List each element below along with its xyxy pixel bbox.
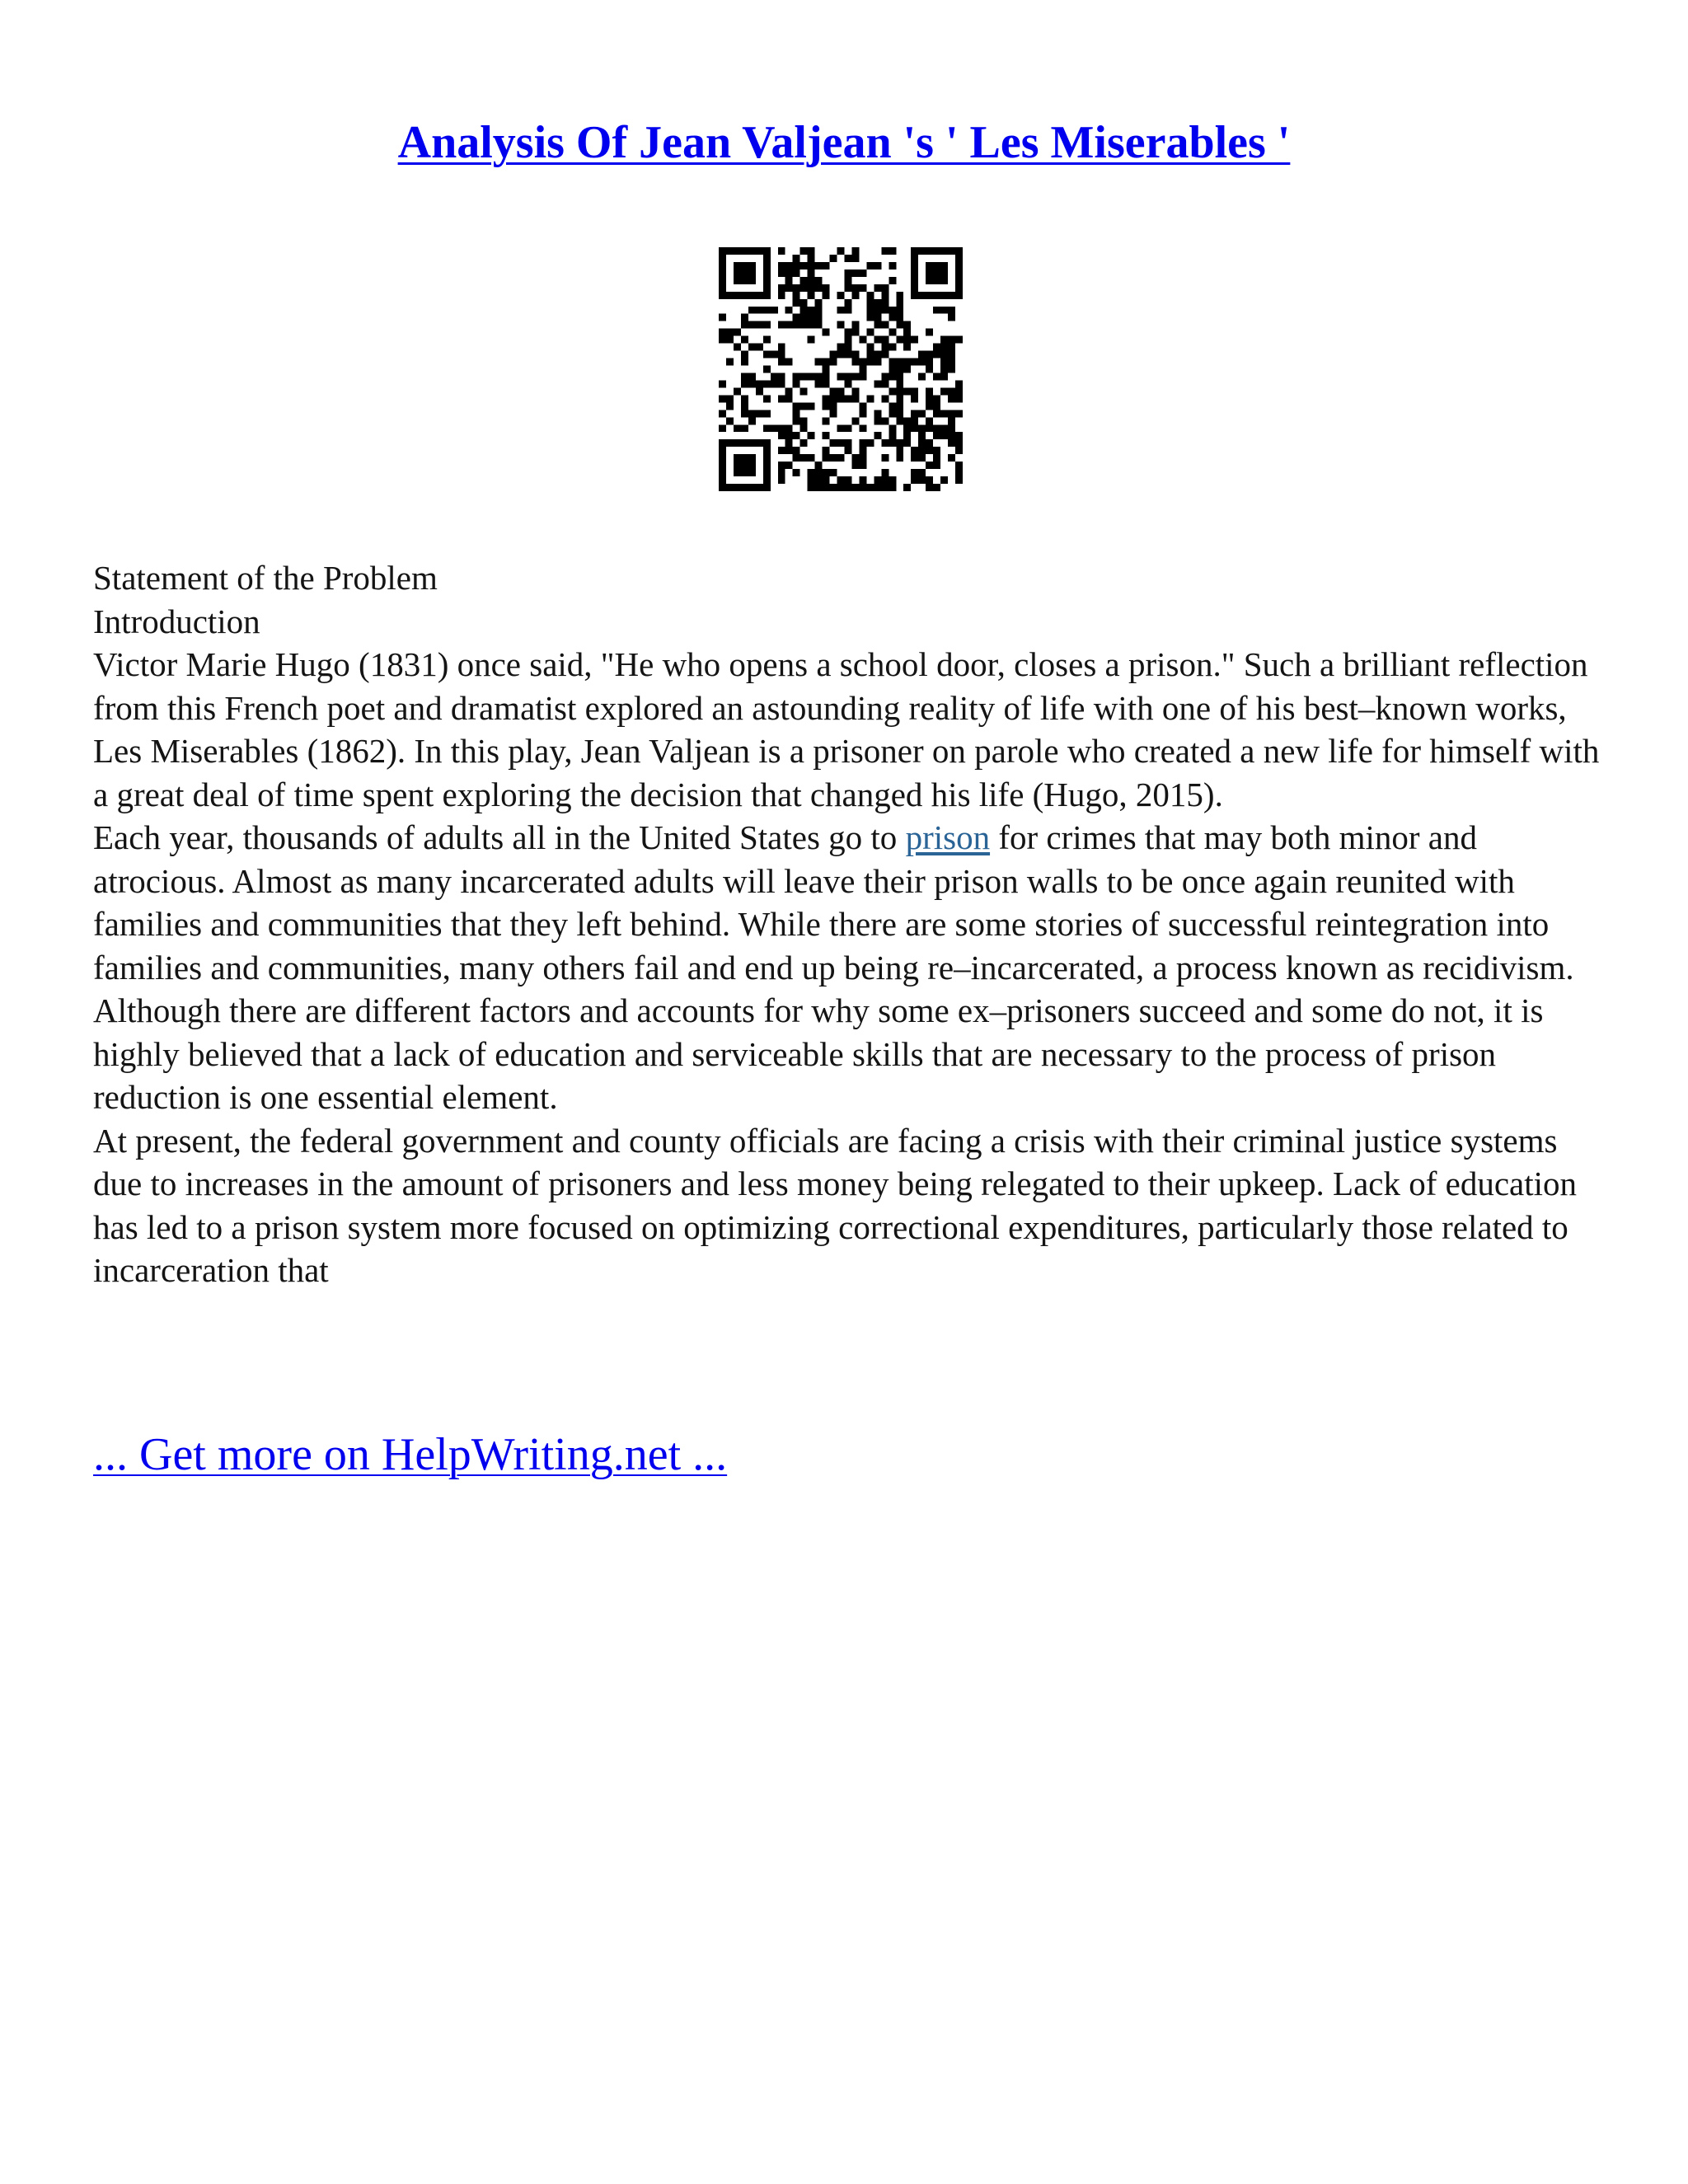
document-body — [93, 556, 1601, 1292]
document-title — [0, 114, 1688, 171]
paragraph-4: At present, the federal government and county officials are facing a crisis with their criminal justice systems due to increases in the amount of prisoners and less money being relegated to their upkeep. Lack of education has led to a prison system more focused on optimizing correctional expenditures, particularly those related to incarceration that — [93, 1121, 1577, 1289]
prison-link[interactable]: prison — [905, 818, 991, 856]
paragraph-3: Although there are different factors and accounts for why some ex–prisoners succeed and some do not, it is highly believed that a lack of education and serviceable skills that are necessary to the process of prison reduction is one essential element. — [93, 991, 1544, 1116]
paragraph-1: Victor Marie Hugo (1831) once said, "He who opens a school door, closes a prison." Such a brilliant reflection from this French poet and dramatist explored an astounding reality of life with one of his best–known works, Les Miserables (1862). In this play, Jean Valjean is a prisoner on parole who created a new life for himself with a great deal of time spent exploring the decision that changed his life (Hugo, 2015). — [93, 645, 1600, 813]
heading-introduction: Introduction — [93, 602, 260, 640]
get-more-link[interactable]: ... Get more on HelpWriting.net ... — [93, 1429, 728, 1480]
heading-statement: Statement of the Problem — [93, 559, 438, 597]
paragraph-2-text-start: Each year, thousands of adults all in the United States go to — [93, 818, 906, 856]
title-link[interactable]: Analysis Of Jean Valjean 's ' Les Miserables ' — [397, 117, 1291, 168]
paragraph-2 — [93, 816, 1601, 989]
paragraph-2-text-end: for crimes that may both minor and atrocious. Almost as many incarcerated adults will leave their prison walls to be once again reunited with families and communities that they left behind. While there are some stories of successful reintegration into families and communities, many others fail and end up being re–incarcerated, a process known as recidivism. — [93, 818, 1574, 987]
qr-code-icon — [719, 247, 963, 491]
